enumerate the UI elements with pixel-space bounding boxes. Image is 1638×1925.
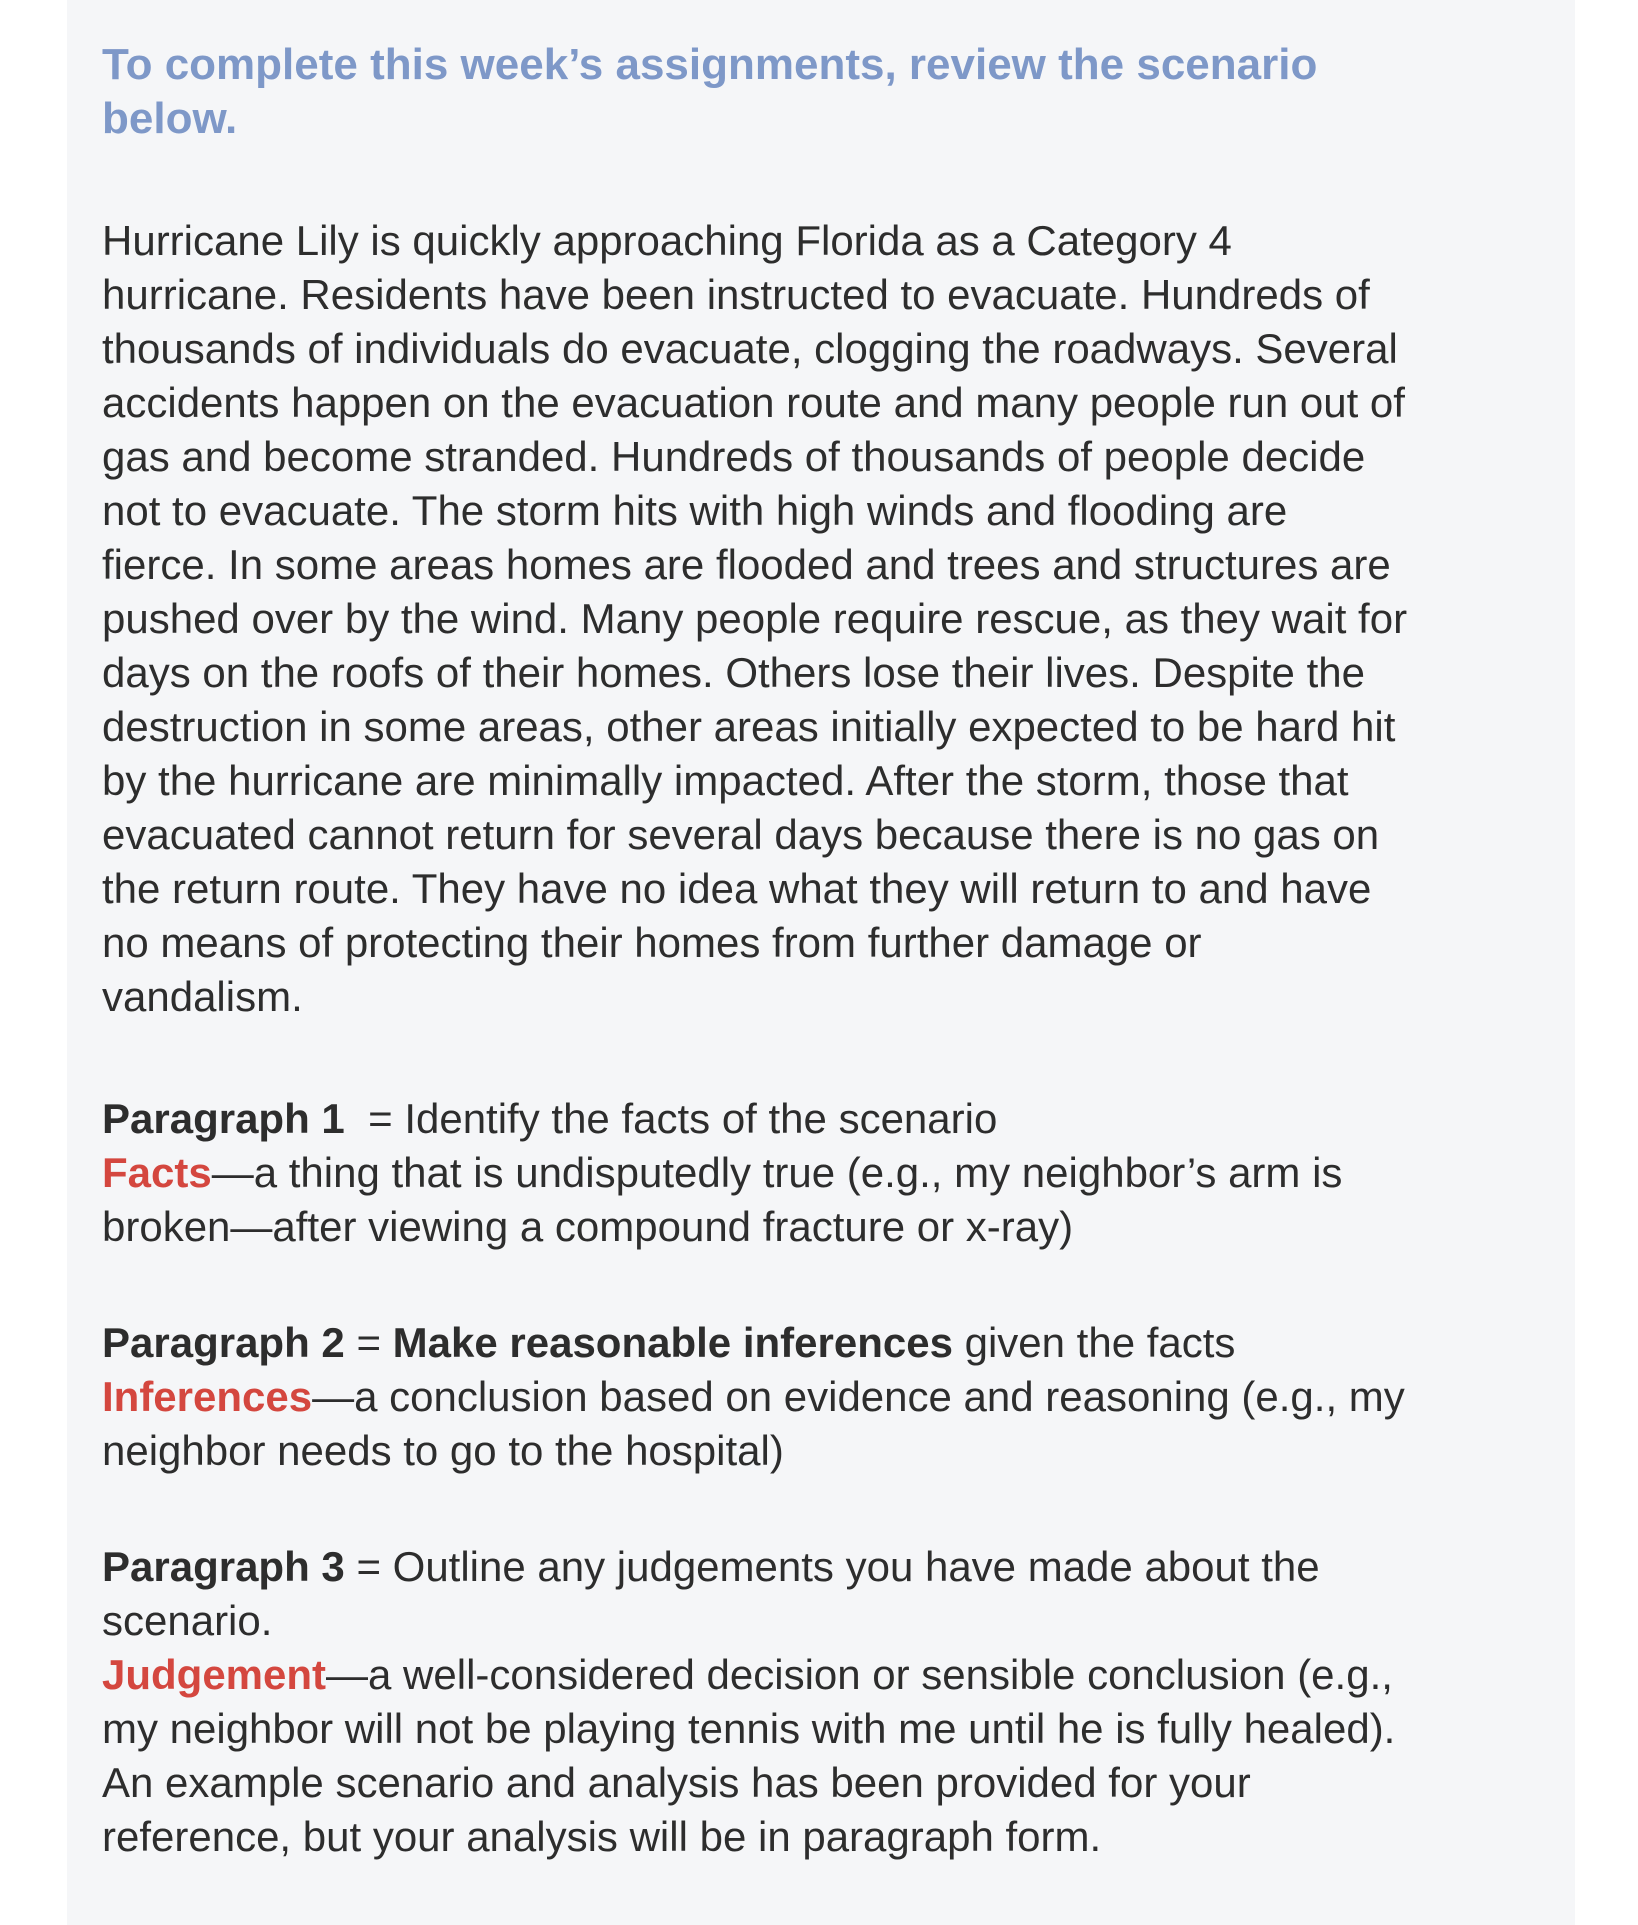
scenario-line: hurricane. Residents have been instructed to evacuate. Hundreds of [102, 271, 1370, 318]
scenario-line: vandalism. [102, 973, 303, 1020]
scenario-line: accidents happen on the evacuation route and many people run out of [102, 379, 1405, 426]
inferences-term: Inferences [102, 1373, 313, 1420]
scenario-line: no means of protecting their homes from further damage or [102, 919, 1202, 966]
paragraph-2-instruction [102, 1316, 1542, 1370]
scenario-line: days on the roofs of their homes. Others lose their lives. Despite the [102, 649, 1365, 696]
paragraph-1-instruction [102, 1092, 1542, 1146]
paragraph-3-label: Paragraph 3 [102, 1543, 345, 1590]
paragraph-2-instruction-bold: Make reasonable inferences [392, 1319, 953, 1366]
paragraph-3-instruction-text: = Outline any judgements you have made about the [344, 1543, 1320, 1590]
assignment-heading: To complete this week’s assignments, review the scenario below. [102, 40, 1318, 143]
facts-term: Facts [102, 1149, 212, 1196]
paragraph-2-instruction-rest: given the facts [952, 1319, 1236, 1366]
paragraph-3-instruction-continued: scenario. [102, 1597, 273, 1644]
paragraph-2-equals: = [344, 1319, 393, 1366]
paragraph-1-block [102, 1092, 1542, 1254]
scenario-line: pushed over by the wind. Many people require rescue, as they wait for [102, 595, 1408, 642]
scenario-line: thousands of individuals do evacuate, clogging the roadways. Several [102, 325, 1398, 372]
scenario-line: not to evacuate. The storm hits with high winds and flooding are [102, 487, 1288, 534]
inferences-definition [102, 1370, 1542, 1424]
paragraph-2-block [102, 1316, 1542, 1478]
paragraph-1-label: Paragraph 1 [102, 1095, 345, 1142]
paragraph-3-instruction [102, 1540, 1542, 1594]
example-note-continued: reference, but your analysis will be in paragraph form. [102, 1813, 1102, 1860]
assignment-content [102, 38, 1542, 1864]
paragraph-3-block [102, 1540, 1542, 1864]
facts-definition-text: —a thing that is undisputedly true (e.g., my neighbor’s arm is [211, 1149, 1343, 1196]
scenario-line: destruction in some areas, other areas initially expected to be hard hit [102, 703, 1396, 750]
judgement-term: Judgement [102, 1651, 327, 1698]
scenario-line: by the hurricane are minimally impacted. After the storm, those that [102, 757, 1349, 804]
scenario-line: gas and become stranded. Hundreds of thousands of people decide [102, 433, 1366, 480]
facts-definition [102, 1146, 1542, 1200]
example-note: An example scenario and analysis has been provided for your [102, 1759, 1251, 1806]
paragraph-2-label: Paragraph 2 [102, 1319, 345, 1366]
facts-definition-continued: broken—after viewing a compound fracture or x-ray) [102, 1203, 1074, 1250]
judgement-definition-continued: my neighbor will not be playing tennis with me until he is fully healed). [102, 1705, 1396, 1752]
judgement-definition-text: —a well-considered decision or sensible conclusion (e.g., [326, 1651, 1393, 1698]
scenario-line: evacuated cannot return for several days because there is no gas on [102, 811, 1380, 858]
scenario-text [102, 214, 1542, 1024]
paragraph-1-instruction-text: = Identify the facts of the scenario [344, 1095, 998, 1142]
inferences-definition-continued: neighbor needs to go to the hospital) [102, 1427, 784, 1474]
inferences-definition-text: —a conclusion based on evidence and reasoning (e.g., my [312, 1373, 1405, 1420]
scenario-line: the return route. They have no idea what they will return to and have [102, 865, 1372, 912]
judgement-definition [102, 1648, 1542, 1702]
scenario-line: Hurricane Lily is quickly approaching Florida as a Category 4 [102, 217, 1232, 264]
scenario-line: fierce. In some areas homes are flooded and trees and structures are [102, 541, 1391, 588]
